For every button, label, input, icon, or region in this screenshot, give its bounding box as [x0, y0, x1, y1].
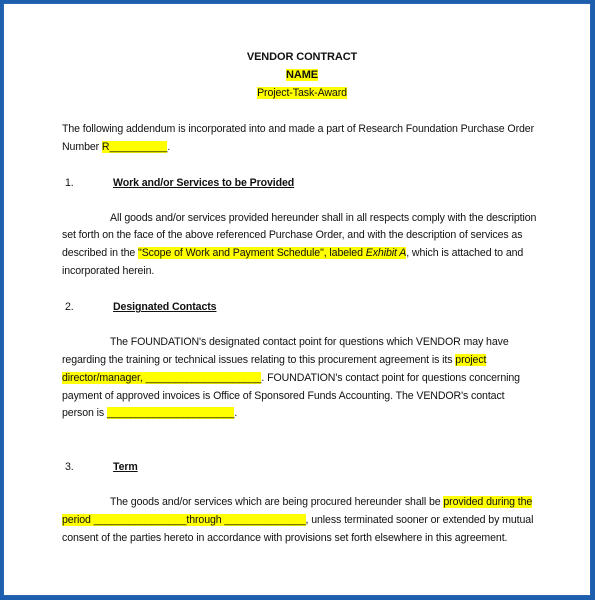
- s1-prefix: described in the: [62, 247, 139, 259]
- document-page: [3, 3, 591, 596]
- project-highlight: project: [455, 354, 487, 366]
- section-1-line-4: incorporated herein.: [62, 265, 155, 277]
- section-2-number: 2.: [65, 301, 74, 313]
- section-3-line-1: [110, 496, 532, 508]
- section-2-line-1: The FOUNDATION's designated contact point for questions which VENDOR may have: [110, 336, 509, 348]
- subtitle-highlight: Project-Task-Award: [257, 87, 347, 99]
- section-2-line-4: payment of approved invoices is Office of Sponsored Funds Accounting. The VENDOR's contact: [62, 390, 505, 402]
- exhibit-a: Exhibit A: [365, 247, 407, 259]
- section-2-heading: Designated Contacts: [113, 301, 217, 313]
- s2-prefix: regarding the training or technical issues relating to this procurement agreement is its: [62, 354, 456, 366]
- document-subtitle: [4, 87, 595, 99]
- s2-person-label: person is: [62, 407, 107, 419]
- intro-line-1: The following addendum is incorporated into and made a part of Research Foundation Purchase Order: [62, 123, 535, 135]
- section-2-line-2: [62, 354, 486, 366]
- section-1-line-3: [62, 247, 523, 259]
- director-field: director/manager, ____________________: [62, 372, 262, 384]
- name-highlight: NAME: [286, 69, 318, 81]
- section-1-number: 1.: [65, 177, 74, 189]
- s1-suffix: , which is attached to and: [406, 247, 524, 259]
- contact-person-field: ______________________: [106, 407, 235, 419]
- document-body: [4, 4, 592, 597]
- section-3-heading: Term: [113, 461, 138, 473]
- s3-line2-suffix: , unless terminated sooner or extended by mutual: [305, 514, 534, 526]
- section-1-line-2: set forth on the face of the above referenced Purchase Order, and with the description of services as: [62, 229, 523, 241]
- section-3-line-3: consent of the parties hereto in accordance with provisions set forth elsewhere in this agreement.: [62, 532, 508, 544]
- intro-line-2: [62, 141, 170, 153]
- document-title: VENDOR CONTRACT: [246, 51, 358, 63]
- intro-period: .: [167, 141, 171, 153]
- provided-highlight: provided during the: [443, 496, 533, 508]
- section-2-line-5: [62, 407, 237, 419]
- po-number-field: R__________: [101, 141, 168, 153]
- scope-text: "Scope of Work and Payment Schedule", labeled: [138, 247, 366, 259]
- s2-line3-suffix: . FOUNDATION's contact point for questions concerning: [261, 372, 520, 384]
- section-1-heading: Work and/or Services to be Provided: [113, 177, 295, 189]
- document-name: [4, 69, 595, 81]
- s3-prefix: The goods and/or services which are being procured hereunder shall be: [110, 496, 444, 508]
- period-field: period ________________through ______________: [62, 514, 306, 526]
- scope-highlight: [138, 247, 406, 259]
- section-2-line-3: [62, 372, 520, 384]
- section-3-line-2: [62, 514, 533, 526]
- s2-period: .: [234, 407, 238, 419]
- section-3-number: 3.: [65, 461, 74, 473]
- intro-number-label: Number: [62, 141, 102, 153]
- section-1-line-1: All goods and/or services provided hereunder shall in all respects comply with the description: [110, 212, 537, 224]
